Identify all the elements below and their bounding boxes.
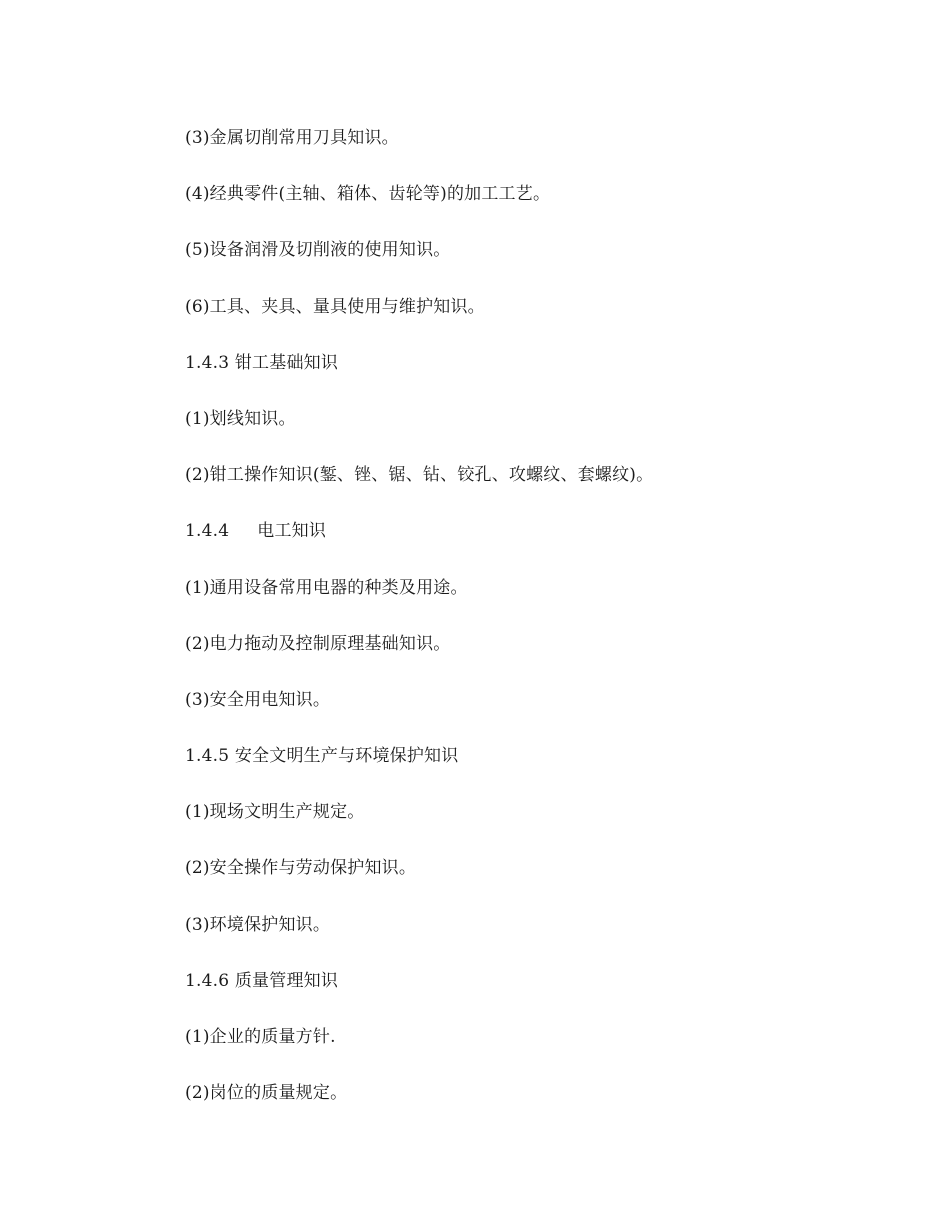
section-heading: 1.4.5 安全文明生产与环境保护知识 — [185, 746, 459, 767]
list-item: (4)经典零件(主轴、箱体、齿轮等)的加工工艺。 — [185, 184, 551, 205]
section-heading: 1.4.3 钳工基础知识 — [185, 352, 339, 373]
section-heading: 1.4.4 电工知识 — [185, 521, 327, 542]
list-item: (1)现场文明生产规定。 — [185, 802, 365, 823]
list-item: (3)金属切削常用刀具知识。 — [185, 128, 399, 148]
list-item: (5)设备润滑及切削液的使用知识。 — [185, 240, 451, 261]
list-item: (2)岗位的质量规定。 — [185, 1083, 348, 1104]
list-item: (3)环境保护知识。 — [185, 914, 331, 935]
list-item: (1)划线知识。 — [185, 408, 296, 429]
document-body — [185, 124, 885, 1135]
section-heading: 1.4.6 质量管理知识 — [185, 970, 339, 991]
list-item: (1)通用设备常用电器的种类及用途。 — [185, 577, 468, 598]
list-item: (2)钳工操作知识(錾、锉、锯、钻、铰孔、攻螺纹、套螺纹)。 — [185, 465, 654, 486]
list-item: (2)安全操作与劳动保护知识。 — [185, 858, 417, 879]
list-item: (6)工具、夹具、量具使用与维护知识。 — [185, 296, 485, 317]
list-item: (3)安全用电知识。 — [185, 689, 331, 710]
list-item: (1)企业的质量方针. — [185, 1027, 336, 1047]
list-item: (2)电力拖动及控制原理基础知识。 — [185, 633, 451, 654]
